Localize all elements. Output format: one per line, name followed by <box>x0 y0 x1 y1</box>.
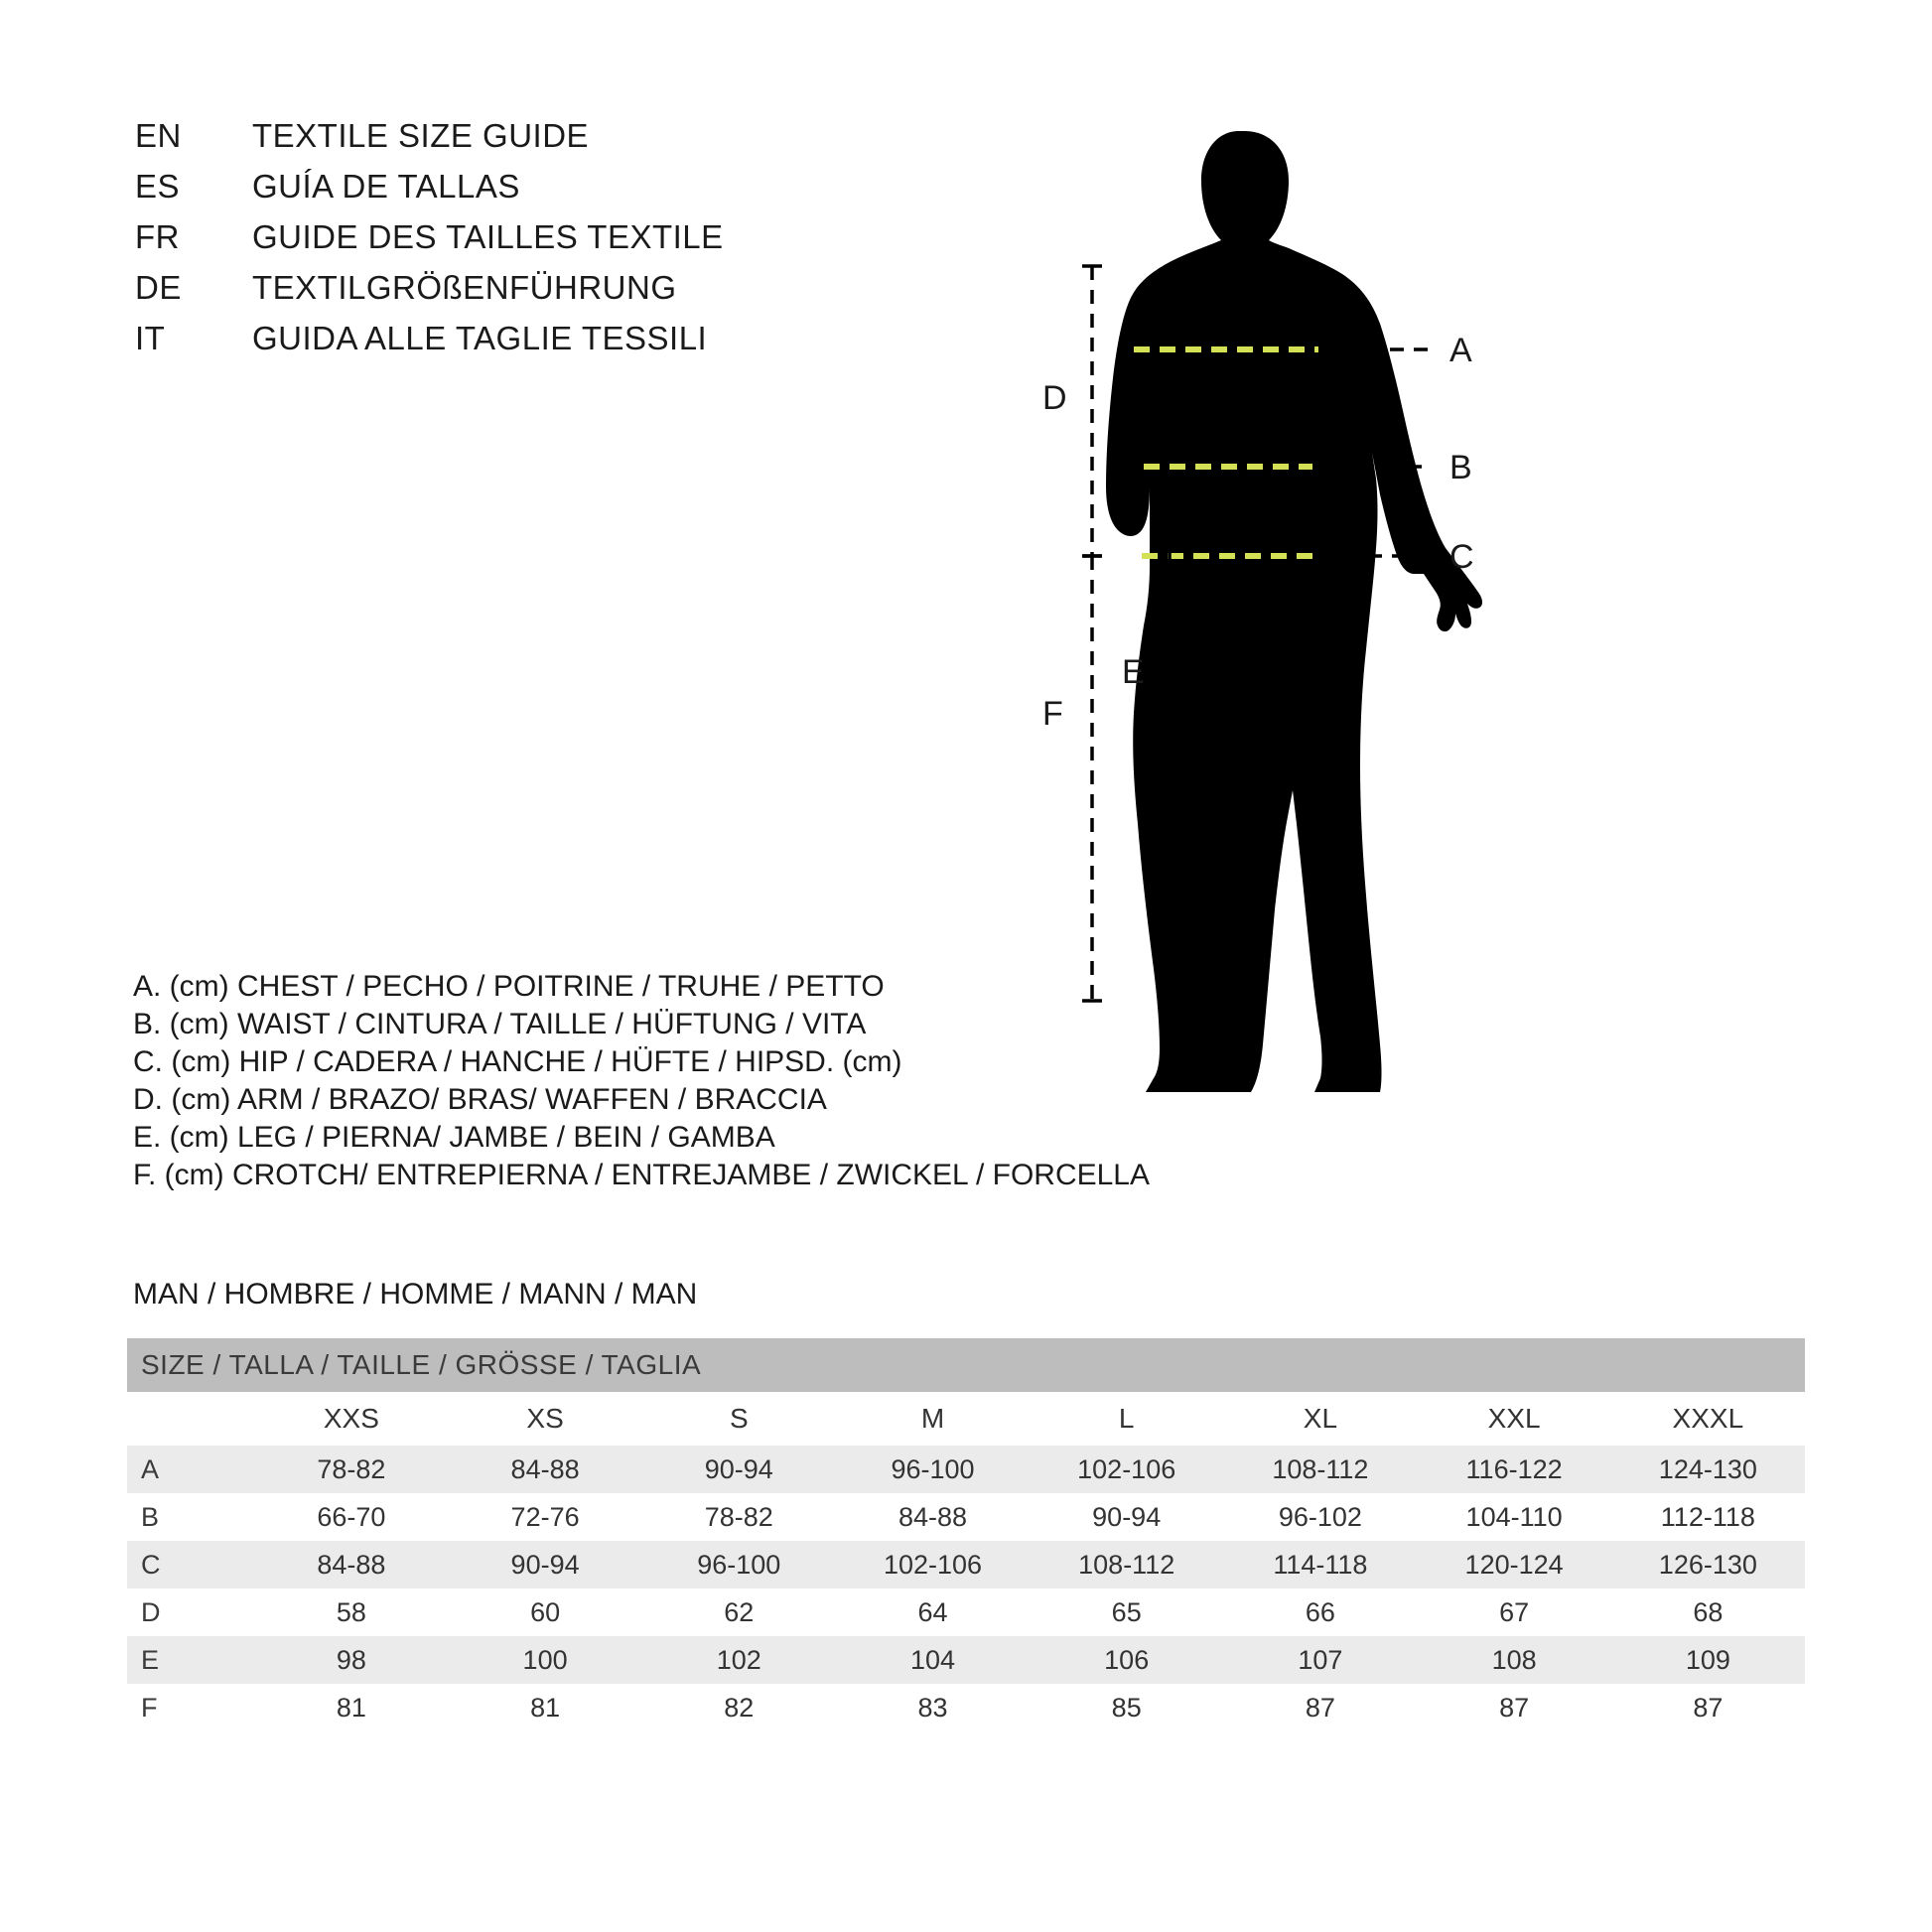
table-cell: 68 <box>1611 1588 1805 1636</box>
language-title: TEXTILE SIZE GUIDE <box>252 117 590 154</box>
measurement-legend <box>133 968 1150 1194</box>
table-cell: 90-94 <box>1030 1493 1223 1541</box>
table-cell: 66-70 <box>254 1493 448 1541</box>
table-cell: 84-88 <box>836 1493 1030 1541</box>
table-cell: 120-124 <box>1418 1541 1611 1588</box>
table-cell: 102-106 <box>836 1541 1030 1588</box>
language-row <box>135 117 724 168</box>
table-cell: 102 <box>642 1636 836 1684</box>
table-row <box>127 1493 1805 1541</box>
row-label: B <box>127 1493 254 1541</box>
size-column-header: XXL <box>1418 1392 1611 1446</box>
table-cell: 82 <box>642 1684 836 1731</box>
table-cell: 104-110 <box>1418 1493 1611 1541</box>
legend-item-hip: C. (cm) HIP / CADERA / HANCHE / HÜFTE / HIPSD. (cm) <box>133 1045 902 1078</box>
size-column-header: XXXL <box>1611 1392 1805 1446</box>
table-cell: 64 <box>836 1588 1030 1636</box>
table-cell: 84-88 <box>254 1541 448 1588</box>
table-row <box>127 1541 1805 1588</box>
language-code: FR <box>135 218 180 255</box>
table-row <box>127 1588 1805 1636</box>
table-cell: 126-130 <box>1611 1541 1805 1588</box>
legend-item-waist: B. (cm) WAIST / CINTURA / TAILLE / HÜFTUNG / VITA <box>133 1008 867 1040</box>
table-cell: 116-122 <box>1418 1446 1611 1493</box>
table-cell: 108 <box>1418 1636 1611 1684</box>
language-title: GUIDE DES TAILLES TEXTILE <box>252 218 724 255</box>
legend-item-leg: E. (cm) LEG / PIERNA/ JAMBE / BEIN / GAMBA <box>133 1121 775 1154</box>
row-label: A <box>127 1446 254 1493</box>
marker-label-A: A <box>1449 332 1472 369</box>
table-cell: 83 <box>836 1684 1030 1731</box>
table-cell: 96-102 <box>1223 1493 1417 1541</box>
language-row <box>135 269 724 320</box>
table-cell: 65 <box>1030 1588 1223 1636</box>
language-code: IT <box>135 320 166 356</box>
table-cell: 66 <box>1223 1588 1417 1636</box>
male-silhouette-icon <box>1106 131 1482 1092</box>
size-table <box>127 1338 1805 1731</box>
table-cell: 90-94 <box>448 1541 641 1588</box>
language-title: GUIDA ALLE TAGLIE TESSILI <box>252 320 708 356</box>
marker-label-C: C <box>1449 538 1474 576</box>
table-cell: 107 <box>1223 1636 1417 1684</box>
table-cell: 124-130 <box>1611 1446 1805 1493</box>
table-cell: 114-118 <box>1223 1541 1417 1588</box>
language-code: DE <box>135 269 182 306</box>
gender-label: MAN / HOMBRE / HOMME / MANN / MAN <box>133 1278 698 1311</box>
table-cell: 62 <box>642 1588 836 1636</box>
language-code: EN <box>135 117 182 154</box>
table-cell: 78-82 <box>254 1446 448 1493</box>
table-cell: 90-94 <box>642 1446 836 1493</box>
language-title: GUÍA DE TALLAS <box>252 168 520 205</box>
size-column-header: M <box>836 1392 1030 1446</box>
language-row <box>135 168 724 218</box>
size-column-header: XL <box>1223 1392 1417 1446</box>
table-cell: 67 <box>1418 1588 1611 1636</box>
size-column-header: XS <box>448 1392 641 1446</box>
table-cell: 85 <box>1030 1684 1223 1731</box>
table-sizes-row <box>127 1392 1805 1446</box>
row-label: E <box>127 1636 254 1684</box>
table-cell: 104 <box>836 1636 1030 1684</box>
table-cell: 108-112 <box>1030 1541 1223 1588</box>
table-cell: 58 <box>254 1588 448 1636</box>
table-cell: 98 <box>254 1636 448 1684</box>
legend-item-arm: D. (cm) ARM / BRAZO/ BRAS/ WAFFEN / BRACCIA <box>133 1083 827 1116</box>
table-cell: 87 <box>1611 1684 1805 1731</box>
row-label: D <box>127 1588 254 1636</box>
table-cell: 60 <box>448 1588 641 1636</box>
table-cell: 112-118 <box>1611 1493 1805 1541</box>
marker-label-B: B <box>1449 449 1472 486</box>
table-cell: 78-82 <box>642 1493 836 1541</box>
table-cell: 106 <box>1030 1636 1223 1684</box>
table-cell: 87 <box>1223 1684 1417 1731</box>
table-cell: 72-76 <box>448 1493 641 1541</box>
table-cell: 96-100 <box>836 1446 1030 1493</box>
marker-label-D: D <box>1042 379 1067 417</box>
table-cell: 100 <box>448 1636 641 1684</box>
table-header-row <box>127 1338 1805 1392</box>
table-cell: 87 <box>1418 1684 1611 1731</box>
table-header-title: SIZE / TALLA / TAILLE / GRÖSSE / TAGLIA <box>141 1349 702 1380</box>
language-row <box>135 218 724 269</box>
size-column-header: L <box>1030 1392 1223 1446</box>
legend-item-crotch: F. (cm) CROTCH/ ENTREPIERNA / ENTREJAMBE / ZWICKEL / FORCELLA <box>133 1159 1150 1191</box>
table-cell: 81 <box>448 1684 641 1731</box>
table-row <box>127 1446 1805 1493</box>
row-label: C <box>127 1541 254 1588</box>
table-row <box>127 1684 1805 1731</box>
table-cell: 96-100 <box>642 1541 836 1588</box>
table-corner-cell <box>127 1392 254 1446</box>
language-code: ES <box>135 168 181 205</box>
table-cell: 84-88 <box>448 1446 641 1493</box>
marker-label-F: F <box>1042 695 1063 733</box>
table-row <box>127 1636 1805 1684</box>
language-title: TEXTILGRÖßENFÜHRUNG <box>252 269 677 306</box>
size-column-header: S <box>642 1392 836 1446</box>
legend-item-chest: A. (cm) CHEST / PECHO / POITRINE / TRUHE / PETTO <box>133 970 885 1003</box>
language-row <box>135 320 724 370</box>
table-cell: 81 <box>254 1684 448 1731</box>
table-cell: 108-112 <box>1223 1446 1417 1493</box>
body-measurement-diagram <box>1023 89 1817 1221</box>
table-cell: 109 <box>1611 1636 1805 1684</box>
language-title-block <box>135 117 724 370</box>
row-label: F <box>127 1684 254 1731</box>
table-cell: 102-106 <box>1030 1446 1223 1493</box>
marker-label-E: E <box>1122 653 1145 691</box>
size-column-header: XXS <box>254 1392 448 1446</box>
